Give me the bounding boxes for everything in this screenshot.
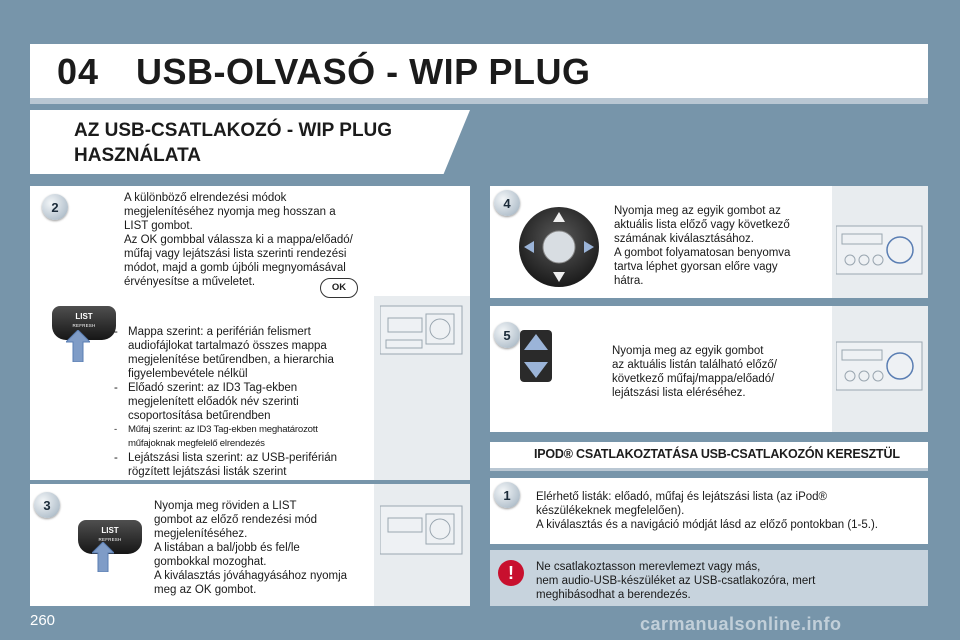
bullet-dash: - [114,424,117,435]
text-line: gombokkal mozoghat. [154,556,267,568]
list-button-label: LIST [101,526,119,535]
watermark: carmanualsonline.info [640,614,842,634]
radio-unit-illustration [380,300,466,360]
text-line: következő műfaj/mappa/előadó/ [612,373,775,385]
bullet-playlist [114,451,374,479]
text-line: LIST gombot. [124,220,193,232]
chapter-number: 04 [56,51,100,92]
step-4-badge: 4 [494,190,520,216]
warning-text [536,560,924,602]
text-line: A gombot folyamatosan benyomva [614,247,791,259]
text-line: készülékeknek megfelelően). [536,505,685,517]
step-3-badge: 3 [34,492,60,518]
text-line: A kiválasztás jóváhagyásához nyomja [154,570,348,582]
list-button-sublabel: REFRESH [72,323,96,328]
text-line: audiofájlokat tartalmazó összes mappa [128,340,327,352]
text-line: A listában a bal/jobb és fel/le [154,542,300,554]
text-line: Nyomja meg röviden a LIST [154,500,297,512]
text-line: A kiválasztás és a navigáció módját lásd az előző pontokban (1-5.). [536,519,878,531]
text-line: aktuális lista előző vagy következő [614,219,790,231]
up-down-buttons-icon [520,330,552,382]
text-line: megjelenítéséhez nyomja meg hosszan a [124,206,336,218]
text-line: tartva léphet gyorsan előre vagy [614,261,778,273]
text-line: műfajoknak megfelelő elrendezés [128,438,265,449]
page-number: 260 [30,612,56,629]
text-line: gombot az előző rendezési mód [154,514,318,526]
text-line: figyelembevétele nélkül [128,368,248,380]
text-line: módot, majd a gomb újbóli megnyomásával [124,262,346,274]
bullet-folder [114,325,374,381]
text-line: csoportosítása betűrendben [128,410,271,422]
warning-icon: ! [498,560,524,586]
page-title: USB-OLVASÓ - WIP PLUG [136,51,591,92]
bullet-dash: - [114,452,118,464]
up-arrow-icon [66,330,90,362]
bullet-genre [114,423,374,451]
step-4-text [614,204,824,288]
list-button-sublabel: REFRESH [98,537,122,542]
radio-unit-illustration [380,500,466,560]
step-3-text [154,499,374,597]
text-line: meg az OK gombot. [154,584,257,596]
text-line: műfaj vagy lejátszási lista szerinti rendezési [124,248,347,260]
text-line: megjelenítéséhez. [154,528,248,540]
navigation-pad-icon [518,206,600,288]
text-line: Az OK gombbal válassza ki a mappa/előadó/ [124,234,353,246]
bullet-dash: - [114,382,118,394]
radio-unit-illustration [836,336,924,396]
text-line: Nyomja meg az egyik gombot az [614,205,781,217]
text-line: nem audio-USB-készüléket az USB-csatlakozóra, mert [536,575,816,587]
text-line: Műfaj szerint: az ID3 Tag-ekben meghatározott [128,424,318,435]
text-line: Lejátszási lista szerint: az USB-periférián [128,452,337,464]
text-line: az aktuális listán található előző/ [612,359,777,371]
section-title [74,118,434,168]
bullet-artist [114,381,374,423]
step-5-badge: 5 [494,322,520,348]
text-line: érvényesítse a műveletet. [124,276,256,288]
text-line: Elérhető listák: előadó, műfaj és lejátszási lista (az iPod® [536,491,827,503]
step-2-intro [124,191,374,289]
radio-unit-illustration [836,220,924,280]
list-button-label: LIST [75,312,93,321]
ipod-section-title: IPOD® CSATLAKOZTATÁSA USB-CSATLAKOZÓN KERESZTÜL [534,447,900,461]
text-line: lejátszási lista eléréséhez. [612,387,746,399]
text-line: Nyomja meg az egyik gombot [612,345,764,357]
step-5-text [612,344,828,400]
ipod-badge: 1 [494,482,520,508]
ok-button-illustration: OK [320,278,358,298]
ipod-text [536,490,924,532]
text-line: Mappa szerint: a periférián felismert [128,326,311,338]
step-2-bullets [114,325,374,479]
text-line: számának kiválasztásához. [614,233,754,245]
section-title-line: HASZNÁLATA [74,145,201,166]
step-2-badge: 2 [42,194,68,220]
text-line: megjelenítése betűrendben, a hierarchia [128,354,334,366]
text-line: Ne csatlakoztasson merevlemezt vagy más, [536,561,761,573]
text-line: Előadó szerint: az ID3 Tag-ekben [128,382,298,394]
text-line: hátra. [614,275,644,287]
section-title-line: AZ USB-CSATLAKOZÓ - WIP PLUG [74,120,393,141]
text-line: A különböző elrendezési módok [124,192,287,204]
text-line: megjelenített előadók név szerinti [128,396,299,408]
text-line: meghibásodhat a berendezés. [536,589,691,601]
up-arrow-icon [92,542,114,572]
bullet-dash: - [114,326,118,338]
text-line: rögzített lejátszási listák szerint [128,466,287,478]
